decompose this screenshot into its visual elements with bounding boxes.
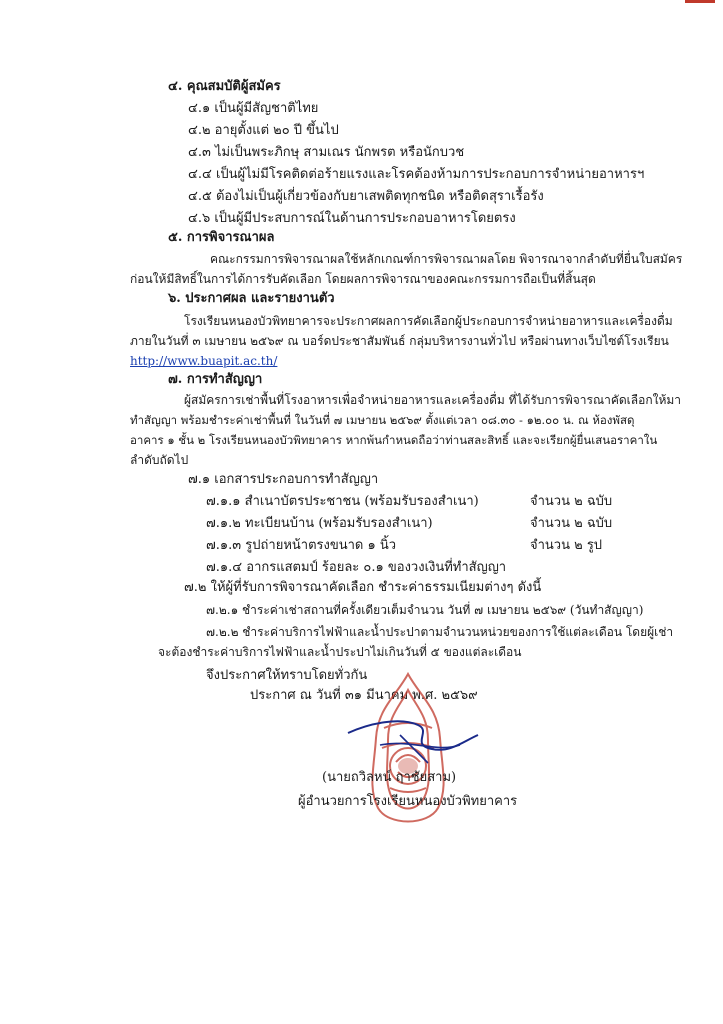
section5-line: คณะกรรมการพิจารณาผลใช้หลักเกณฑ์การพิจารณาผลโดย พิจารณาจากลำดับที่ยื่นใบสมัคร — [210, 252, 683, 266]
document-qty: จำนวน ๒ ฉบับ — [530, 516, 613, 531]
document-item: ๗.๑.๒ ทะเบียนบ้าน (พร้อมรับรองสำเนา) — [206, 516, 433, 531]
closing-statement: จึงประกาศให้ทราบโดยทั่วกัน — [206, 668, 368, 683]
signer-name: (นายถวิลหน์ ฤาชัยสาม) — [322, 770, 457, 785]
section6-line: ภายในวันที่ ๓ เมษายน ๒๕๖๙ ณ บอร์ดประชาสัมพันธ์ กลุ่มบริหารงานทั่วไป หรือผ่านทางเว็บไซต์โรงเรียน — [130, 334, 669, 348]
announce-date: ประกาศ ณ วันที่ ๓๑ มีนาคม พ.ศ. ๒๕๖๙ — [250, 688, 478, 703]
section5-heading: ๕. การพิจารณาผล — [168, 230, 275, 245]
section7-line: ผู้สมัครการเช่าพื้นที่โรงอาหารเพื่อจำหน่ายอาหารและเครื่องดื่ม ที่ได้รับการพิจารณาคัดเลือกให้มา — [184, 393, 681, 407]
section5-line: ก่อนให้มีสิทธิ์ในการได้การรับคัดเลือก โดยผลการพิจารณาของคณะกรรมการถือเป็นที่สิ้นสุด — [130, 272, 596, 286]
fee-item: ๗.๒.๒ ชำระค่าบริการไฟฟ้าและน้ำประปาตามจำนวนหน่วยของการใช้แต่ละเดือน โดยผู้เช่า — [206, 625, 674, 639]
section4-heading: ๔. คุณสมบัติผู้สมัคร — [168, 79, 281, 94]
school-website-link[interactable]: http://www.buapit.ac.th/ — [130, 354, 278, 368]
document-qty: จำนวน ๒ รูป — [530, 538, 603, 553]
section4-item: ๔.๔ เป็นผู้ไม่มีโรคติดต่อร้ายแรงและโรคต้องห้ามการประกอบการจำหน่ายอาหารฯ — [188, 167, 645, 182]
section7-line: ทำสัญญา พร้อมชำระค่าเช่าพื้นที่ ในวันที่ ๗ เมษายน ๒๕๖๙ ตั้งแต่เวลา ๐๘.๓๐ - ๑๒.๐๐ น. ณ ห้องพัสดุ — [130, 413, 635, 427]
section7-1-heading: ๗.๑ เอกสารประกอบการทำสัญญา — [188, 472, 379, 487]
fee-item: ๗.๒.๑ ชำระค่าเช่าสถานที่ครั้งเดียวเต็มจำนวน วันที่ ๗ เมษายน ๒๕๖๙ (วันทำสัญญา) — [206, 603, 644, 617]
fee-item-continued: จะต้องชำระค่าบริการไฟฟ้าและน้ำประปาไม่เกินวันที่ ๕ ของแต่ละเดือน — [158, 645, 522, 659]
section7-2-heading: ๗.๒ ให้ผู้ที่รับการพิจารณาคัดเลือก ชำระค่าธรรมเนียมต่างๆ ดังนี้ — [184, 580, 542, 595]
section7-line: ลำดับถัดไป — [130, 453, 189, 467]
document-qty: จำนวน ๒ ฉบับ — [530, 494, 613, 509]
edge-mark — [685, 0, 715, 3]
section4-item: ๔.๑ เป็นผู้มีสัญชาติไทย — [188, 101, 319, 116]
section4-item: ๔.๕ ต้องไม่เป็นผู้เกี่ยวข้องกับยาเสพติดทุกชนิด หรือติดสุราเรื้อรัง — [188, 189, 544, 204]
document-item: ๗.๑.๑ สำเนาบัตรประชาชน (พร้อมรับรองสำเนา) — [206, 494, 479, 509]
section7-heading: ๗. การทำสัญญา — [168, 372, 263, 387]
signer-title: ผู้อำนวยการโรงเรียนหนองบัวพิทยาคาร — [298, 794, 518, 809]
section4-item: ๔.๖ เป็นผู้มีประสบการณ์ในด้านการประกอบอาหารโดยตรง — [188, 211, 516, 226]
section6-heading: ๖. ประกาศผล และรายงานตัว — [168, 291, 335, 306]
section4-item: ๔.๓ ไม่เป็นพระภิกษุ สามเณร นักพรต หรือนักบวช — [188, 145, 465, 160]
section6-line: โรงเรียนหนองบัวพิทยาคารจะประกาศผลการคัดเลือกผู้ประกอบการจำหน่ายอาหารและเครื่องดื่ม — [184, 314, 673, 328]
document-item: ๗.๑.๓ รูปถ่ายหน้าตรงขนาด ๑ นิ้ว — [206, 538, 397, 553]
section7-line: อาคาร ๑ ชั้น ๒ โรงเรียนหนองบัวพิทยาคาร หากพ้นกำหนดถือว่าท่านสละสิทธิ์ และจะเรียกผู้ยื่นเสนอราคาใน — [130, 433, 658, 447]
section4-item: ๔.๒ อายุตั้งแต่ ๒๐ ปี ขึ้นไป — [188, 123, 339, 138]
document-item: ๗.๑.๔ อากรแสตมป์ ร้อยละ ๐.๑ ของวงเงินที่ทำสัญญา — [206, 560, 507, 575]
